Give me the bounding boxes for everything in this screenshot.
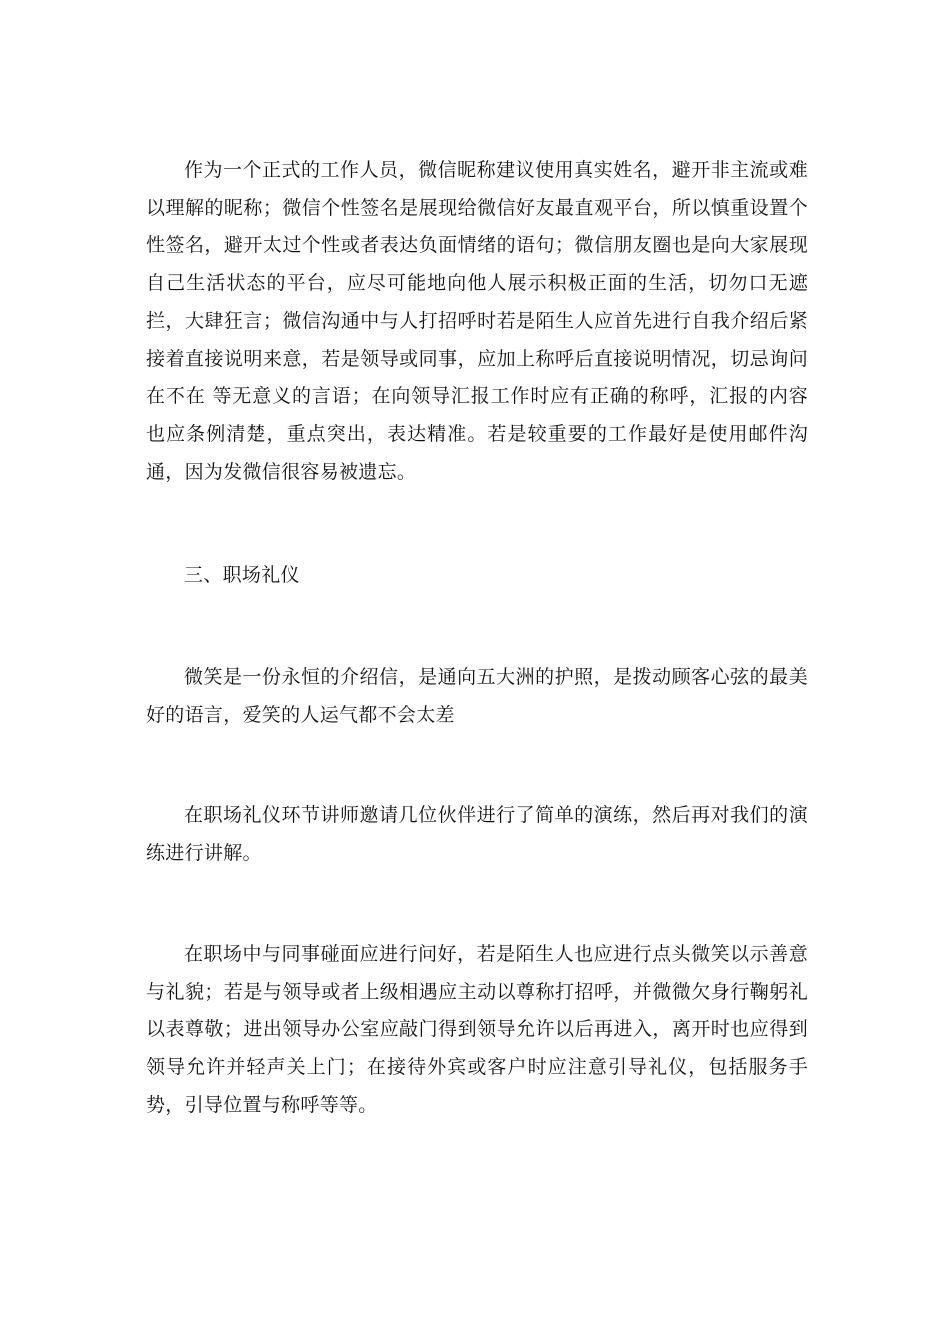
paragraph-drill: 在职场礼仪环节讲师邀请几位伙伴进行了简单的演练，然后再对我们的演练进行讲解。 [146,804,808,864]
paragraph-wechat-etiquette: 作为一个正式的工作人员，微信昵称建议使用真实姓名，避开非主流或难以理解的昵称；微信个性签名是展现给微信好友最直观平台，所以慎重设置个性签名，避开太过个性或者表达负面情绪的语句；微信朋友圈也是向大家展现自己生活状态的平台，应尽可能地向他人展示积极正面的生活，切勿口无遮拦，大肆狂言；微信沟通中与人打招呼时若是陌生人应首先进行自我介绍后紧接着直接说明来意，若是领导或同事，应加上称呼后直接说明情况，切忌询问 在不在 等无意义的言语；在向领导汇报工作时应有正确的称呼，汇报的内容也应条例清楚，重点突出，表达精准。若是较重要的工作最好是使用邮件沟通，因为发微信很容易被遗忘。 [146,159,808,483]
section-heading: 三、职场礼仪 [184,564,300,586]
paragraph-smile: 微笑是一份永恒的介绍信，是通向五大洲的护照，是拨动顾客心弦的最美好的语言，爱笑的人运气都不会太差 [146,666,808,726]
paragraph-workplace-greeting: 在职场中与同事碰面应进行问好，若是陌生人也应进行点头微笑以示善意与礼貌；若是与领导或者上级相遇应主动以尊称打招呼，并微微欠身行鞠躬礼以表尊敬；进出领导办公室应敲门得到领导允许以后再进入，离开时也应得到领导允许并轻声关上门；在接待外宾或客户时应注意引导礼仪，包括服务手势，引导位置与称呼等等。 [146,943,808,1116]
